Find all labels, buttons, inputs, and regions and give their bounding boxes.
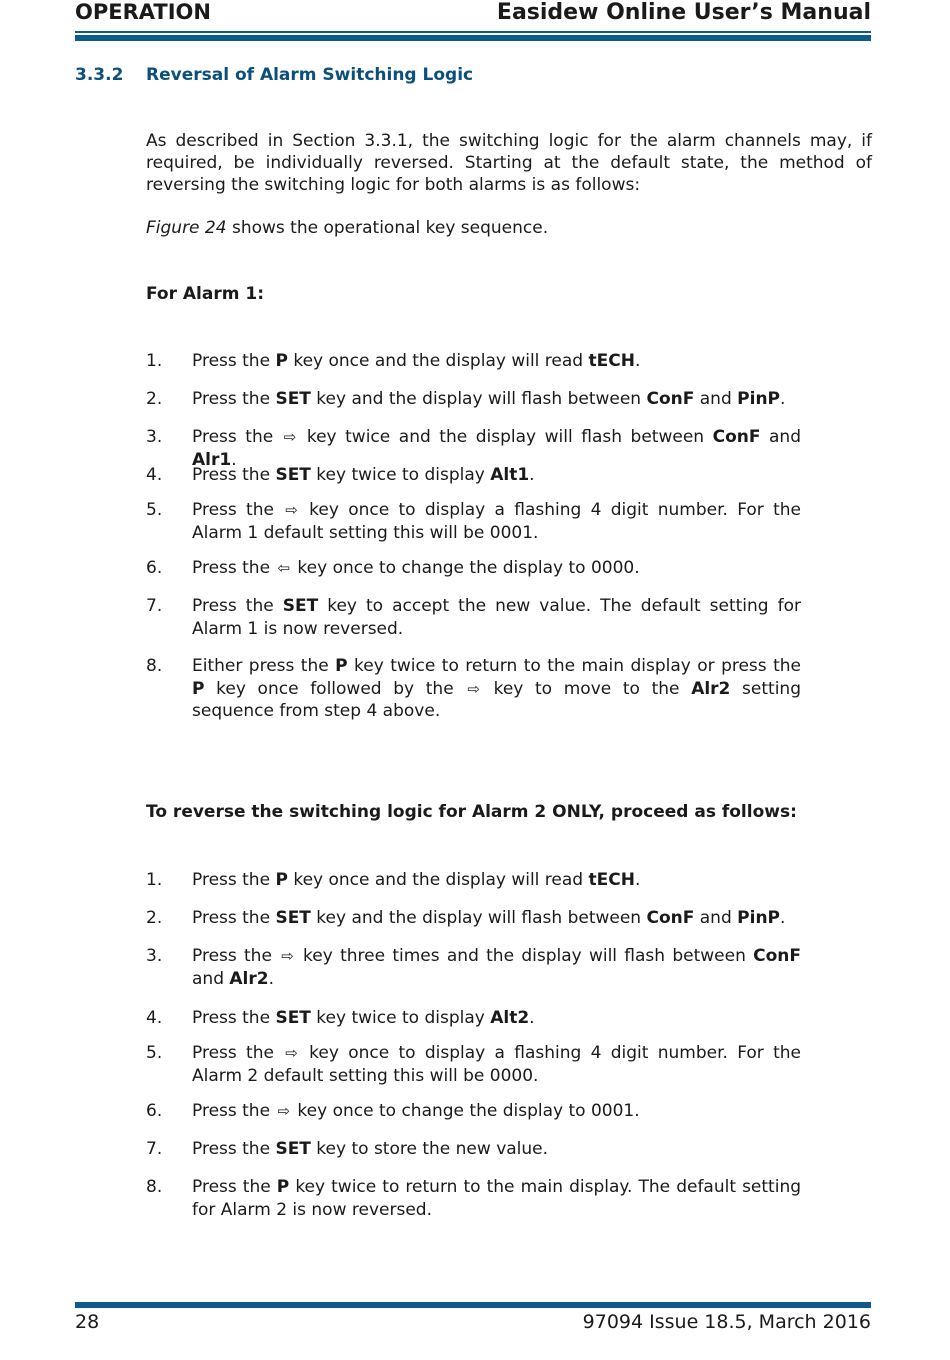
step-text bbox=[192, 945, 801, 990]
step-text-fragment: Press the bbox=[192, 1008, 276, 1028]
step-text-fragment: key once to display a flashing 4 digit number. For the Alarm 2 default setting this will be 0000. bbox=[192, 1043, 801, 1086]
key-term: SET bbox=[282, 596, 319, 616]
alarm1-step-4 bbox=[146, 464, 801, 487]
step-number: 8. bbox=[146, 656, 163, 676]
step-number: 6. bbox=[146, 558, 163, 578]
key-term: P bbox=[335, 656, 348, 676]
step-text-fragment: key once and the display will read bbox=[287, 870, 589, 890]
key-term: Alr2 bbox=[691, 678, 731, 699]
step-text-fragment: and bbox=[694, 389, 738, 409]
step-text bbox=[192, 464, 801, 487]
step-text-fragment: Press the bbox=[192, 389, 276, 409]
step-text-fragment: Press the bbox=[192, 1177, 277, 1197]
alarm2-step-4 bbox=[146, 1007, 801, 1030]
step-text-fragment: Press the bbox=[192, 558, 276, 578]
step-text-fragment: key three times and the display will flash between bbox=[295, 946, 754, 966]
step-text-fragment: key twice to return to the main display or press the bbox=[347, 656, 801, 676]
right-arrow-key-icon: ⇨ bbox=[467, 679, 480, 698]
step-text-fragment: key once to change the display to 0001. bbox=[292, 1101, 640, 1121]
step-text-fragment: key twice to return to the main display. The default setting for Alarm 2 is now reversed. bbox=[192, 1177, 802, 1220]
step-text-fragment: . bbox=[634, 351, 641, 371]
step-text-fragment: key to accept the new value. The default setting for Alarm 1 is now reversed. bbox=[192, 596, 801, 639]
key-term: PinP bbox=[737, 389, 781, 409]
section-number: 3.3.2 bbox=[75, 65, 124, 85]
step-text-fragment: key to store the new value. bbox=[310, 1139, 549, 1159]
key-term: SET bbox=[275, 1139, 311, 1159]
step-number: 4. bbox=[146, 465, 163, 485]
step-text bbox=[192, 499, 801, 544]
key-term: PinP bbox=[737, 908, 781, 928]
step-text bbox=[192, 1100, 801, 1123]
left-arrow-key-icon: ⇦ bbox=[277, 559, 291, 577]
step-number: 1. bbox=[146, 351, 163, 371]
key-term: ConF bbox=[646, 389, 695, 409]
header-rule-thick bbox=[75, 35, 871, 41]
step-text bbox=[192, 1042, 801, 1087]
step-text-fragment: key twice to display bbox=[310, 1008, 491, 1028]
intro-paragraph: As described in Section 3.3.1, the switching logic for the alarm channels may, if required, be individually reversed. Starting at the default state, the method of reversing the switching logic for both alarms is as follows: bbox=[146, 131, 872, 195]
step-text bbox=[192, 1176, 801, 1221]
key-term: Alr2 bbox=[229, 968, 269, 989]
step-text-fragment: and bbox=[694, 908, 738, 928]
step-text-fragment: Press the bbox=[192, 1139, 276, 1159]
step-text-fragment: . bbox=[231, 449, 237, 470]
step-text bbox=[192, 907, 801, 930]
step-text bbox=[192, 869, 801, 892]
alarm2-step-3 bbox=[146, 945, 801, 990]
key-term: P bbox=[275, 870, 288, 890]
step-text bbox=[192, 388, 801, 411]
key-term: ConF bbox=[646, 908, 695, 928]
step-text-fragment: . bbox=[780, 908, 786, 928]
right-arrow-key-icon: ⇨ bbox=[283, 428, 297, 446]
step-text-fragment: Press the bbox=[192, 465, 276, 485]
step-text-fragment: Press the bbox=[192, 427, 282, 447]
alarm2-step-8 bbox=[146, 1176, 801, 1221]
key-term: SET bbox=[275, 465, 311, 485]
step-text bbox=[192, 1138, 801, 1161]
step-number: 5. bbox=[146, 500, 163, 520]
alarm2-step-2 bbox=[146, 907, 801, 930]
alarm1-step-8 bbox=[146, 655, 801, 723]
step-text-fragment: . bbox=[529, 465, 535, 485]
step-text-fragment: . bbox=[634, 870, 641, 890]
issue-info: 97094 Issue 18.5, March 2016 bbox=[582, 1311, 871, 1333]
alarm2-step-1 bbox=[146, 869, 801, 892]
section-title: Reversal of Alarm Switching Logic bbox=[146, 65, 474, 85]
alarm2-step-5 bbox=[146, 1042, 801, 1087]
step-text-fragment: key once to display a flashing 4 digit number. For the Alarm 1 default setting this will be 0001. bbox=[192, 500, 801, 543]
key-term: Alr1 bbox=[192, 449, 232, 470]
right-arrow-key-icon: ⇨ bbox=[277, 1102, 291, 1120]
key-term: tECH bbox=[588, 351, 635, 371]
step-text-fragment: key twice and the display will flash between bbox=[298, 427, 713, 447]
step-text-fragment: Press the bbox=[192, 870, 276, 890]
key-term: ConF bbox=[753, 946, 802, 966]
key-term: P bbox=[275, 351, 288, 371]
step-number: 5. bbox=[146, 1043, 163, 1063]
step-text bbox=[192, 1007, 801, 1030]
step-number: 2. bbox=[146, 389, 163, 409]
step-text-fragment: key and the display will flash between bbox=[310, 389, 647, 409]
right-arrow-key-icon: ⇨ bbox=[281, 947, 294, 965]
page-number: 28 bbox=[75, 1311, 100, 1333]
step-text-fragment: Press the bbox=[192, 946, 280, 966]
step-number: 7. bbox=[146, 596, 163, 616]
step-number: 2. bbox=[146, 908, 163, 928]
alarm1-step-6 bbox=[146, 557, 801, 580]
key-term: Alt1 bbox=[490, 465, 530, 485]
step-number: 7. bbox=[146, 1139, 163, 1159]
step-number: 8. bbox=[146, 1177, 163, 1197]
figure-reference-line bbox=[146, 217, 872, 239]
right-arrow-key-icon: ⇨ bbox=[285, 1044, 298, 1062]
step-text-fragment: key to move to the bbox=[481, 678, 692, 699]
alarm2-heading: To reverse the switching logic for Alarm 2 ONLY, proceed as follows: bbox=[146, 802, 797, 822]
step-text-fragment: and bbox=[760, 427, 801, 447]
step-text bbox=[192, 557, 801, 580]
alarm1-step-1 bbox=[146, 350, 801, 373]
key-term: SET bbox=[275, 1008, 311, 1028]
figure-link[interactable]: Figure 24 bbox=[146, 218, 227, 238]
step-number: 4. bbox=[146, 1008, 163, 1028]
key-term: tECH bbox=[588, 870, 635, 890]
step-text bbox=[192, 655, 801, 723]
step-text bbox=[192, 350, 801, 373]
key-term: SET bbox=[275, 389, 311, 409]
step-number: 1. bbox=[146, 870, 163, 890]
step-text-fragment: . bbox=[268, 968, 274, 989]
step-text-fragment: and bbox=[192, 968, 230, 989]
step-text-fragment: Press the bbox=[192, 1101, 276, 1121]
step-number: 6. bbox=[146, 1101, 163, 1121]
footer-rule bbox=[75, 1302, 871, 1308]
key-term: P bbox=[192, 678, 205, 699]
alarm1-heading: For Alarm 1: bbox=[146, 284, 265, 304]
alarm2-step-7 bbox=[146, 1138, 801, 1161]
step-text bbox=[192, 595, 801, 640]
step-number: 3. bbox=[146, 946, 163, 966]
step-text-fragment: key once followed by the bbox=[204, 678, 466, 699]
step-text-fragment: key once to change the display to 0000. bbox=[292, 558, 640, 578]
step-text-fragment: . bbox=[780, 389, 786, 409]
key-term: SET bbox=[275, 908, 311, 928]
step-text-fragment: Press the bbox=[192, 908, 276, 928]
step-text-fragment: key twice to display bbox=[310, 465, 491, 485]
header-manual-title: Easidew Online User’s Manual bbox=[496, 0, 871, 25]
step-text-fragment: Press the bbox=[192, 500, 284, 520]
key-term: Alt2 bbox=[490, 1008, 530, 1028]
key-term: ConF bbox=[712, 427, 761, 447]
alarm1-step-7 bbox=[146, 595, 801, 640]
step-text-fragment: Press the bbox=[192, 596, 283, 616]
alarm1-step-2 bbox=[146, 388, 801, 411]
alarm2-step-6 bbox=[146, 1100, 801, 1123]
step-text-fragment: key and the display will flash between bbox=[310, 908, 647, 928]
step-text-fragment: Either press the bbox=[192, 656, 336, 676]
figure-sentence: shows the operational key sequence. bbox=[226, 218, 549, 238]
step-text-fragment: setting sequence from step 4 above. bbox=[192, 678, 801, 721]
header-rule bbox=[75, 31, 871, 33]
step-text-fragment: Press the bbox=[192, 1043, 284, 1063]
step-text-fragment: Press the bbox=[192, 351, 276, 371]
key-term: P bbox=[276, 1177, 290, 1197]
step-number: 3. bbox=[146, 427, 163, 447]
right-arrow-key-icon: ⇨ bbox=[285, 501, 298, 519]
step-text-fragment: . bbox=[529, 1008, 535, 1028]
alarm1-step-5 bbox=[146, 499, 801, 544]
step-text-fragment: key once and the display will read bbox=[287, 351, 589, 371]
header-section-label: OPERATION bbox=[75, 0, 211, 24]
